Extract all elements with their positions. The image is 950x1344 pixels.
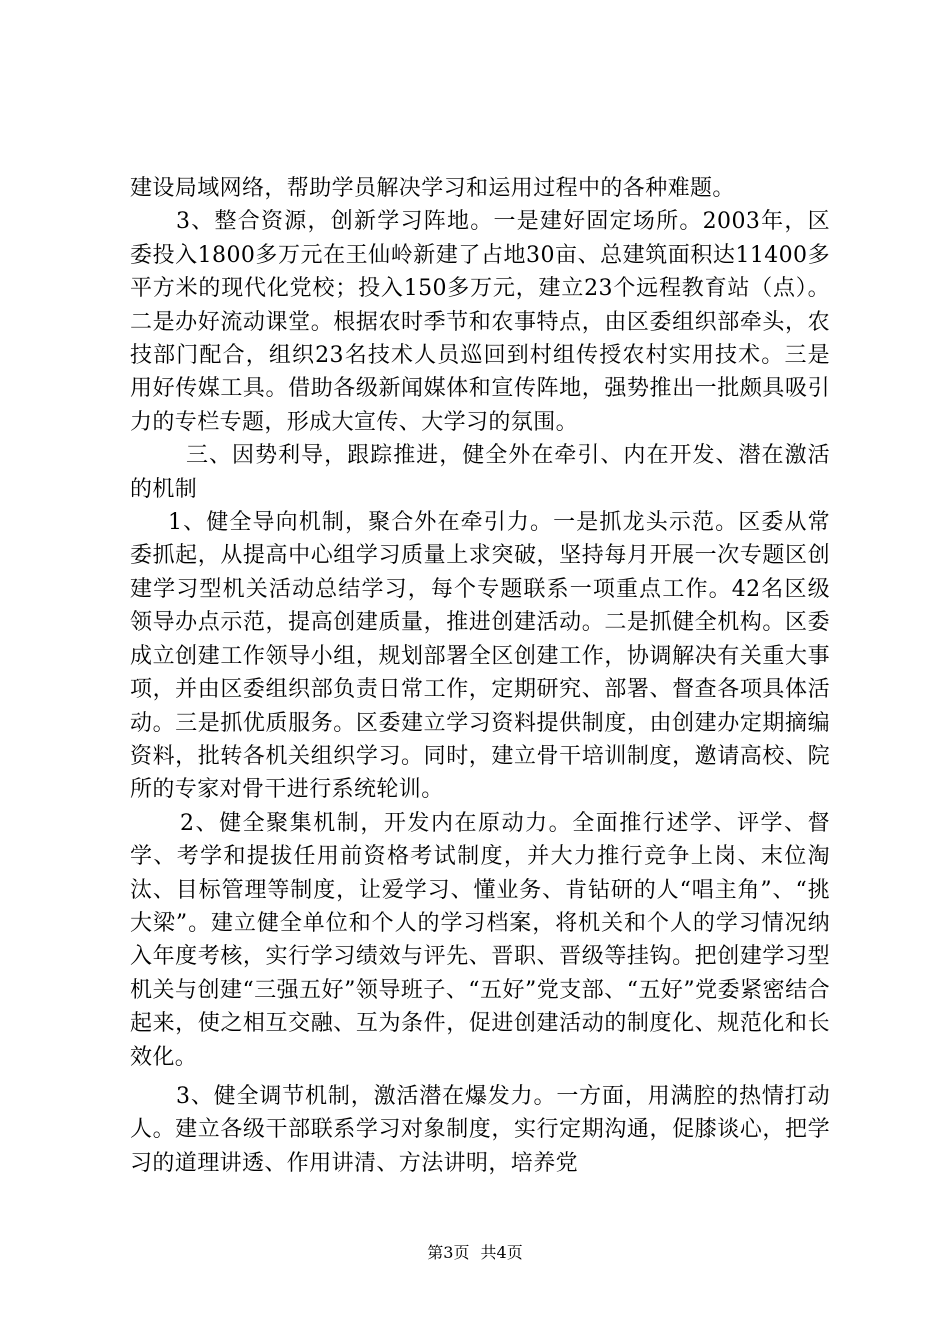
paragraph-resources: 3、整合资源，创新学习阵地。一是建好固定场所。2003年，区委投入1800多万元在王仙岭新建了占地30亩、总建筑面积达11400多平方米的现代化党校；投入150多万元，建立23个远程教育站（点）。二是办好流动课堂。根据农时季节和农事特点，由区委组织部牵头，农技部门配合，组织23名技术人员巡回到村组传授农村实用技术。三是用好传媒工具。借助各级新闻媒体和宣传阵地，强势推出一批颇具吸引力的专栏专题，形成大宣传、大学习的氛围。 <box>130 209 830 435</box>
page-footer <box>0 1240 950 1263</box>
document-body <box>130 172 830 1180</box>
paragraph-regulation-mechanism: 3、健全调节机制，激活潜在爆发力。一方面，用满腔的热情打动人。建立各级干部联系学习对象制度，实行定期沟通，促膝谈心，把学习的道理讲透、作用讲清、方法讲明，培养党 <box>130 1083 830 1176</box>
paragraph-continuation: 建设局域网络，帮助学员解决学习和运用过程中的各种难题。 <box>130 176 735 201</box>
paragraph-guidance-mechanism: 1、健全导向机制，聚合外在牵引力。一是抓龙头示范。区委从常委抓起，从提高中心组学习质量上求突破，坚持每月开展一次专题区创建学习型机关活动总结学习，每个专题联系一项重点工作。42名区级领导办点示范，提高创建质量，推进创建活动。二是抓健全机构。区委成立创建工作领导小组，规划部署全区创建工作，协调解决有关重大事项，并由区委组织部负责日常工作，定期研究、部署、督查各项具体活动。三是抓优质服务。区委建立学习资料提供制度，由创建办定期摘编资料，批转各机关组织学习。同时，建立骨干培训制度，邀请高校、院所的专家对骨干进行系统轮训。 <box>130 510 830 803</box>
page-total: 共4页 <box>480 1243 523 1262</box>
page-number: 第3页 <box>427 1243 470 1262</box>
section-heading: 三、因势利导，跟踪推进，健全外在牵引、内在开发、潜在激活的机制 <box>130 443 830 502</box>
paragraph-gathering-mechanism: 2、健全聚集机制，开发内在原动力。全面推行述学、评学、督学、考学和提拔任用前资格考试制度，并大力推行竞争上岗、末位淘汰、目标管理等制度，让爱学习、懂业务、肯钻研的人“唱主角”、“挑大梁”。建立健全单位和个人的学习档案，将机关和个人的学习情况纳入年度考核，实行学习绩效与评先、晋职、晋级等挂钩。把创建学习型机关与创建“三强五好”领导班子、“五好”党支部、“五好”党委紧密结合起来，使之相互交融、互为条件，促进创建活动的制度化、规范化和长效化。 <box>130 810 830 1070</box>
